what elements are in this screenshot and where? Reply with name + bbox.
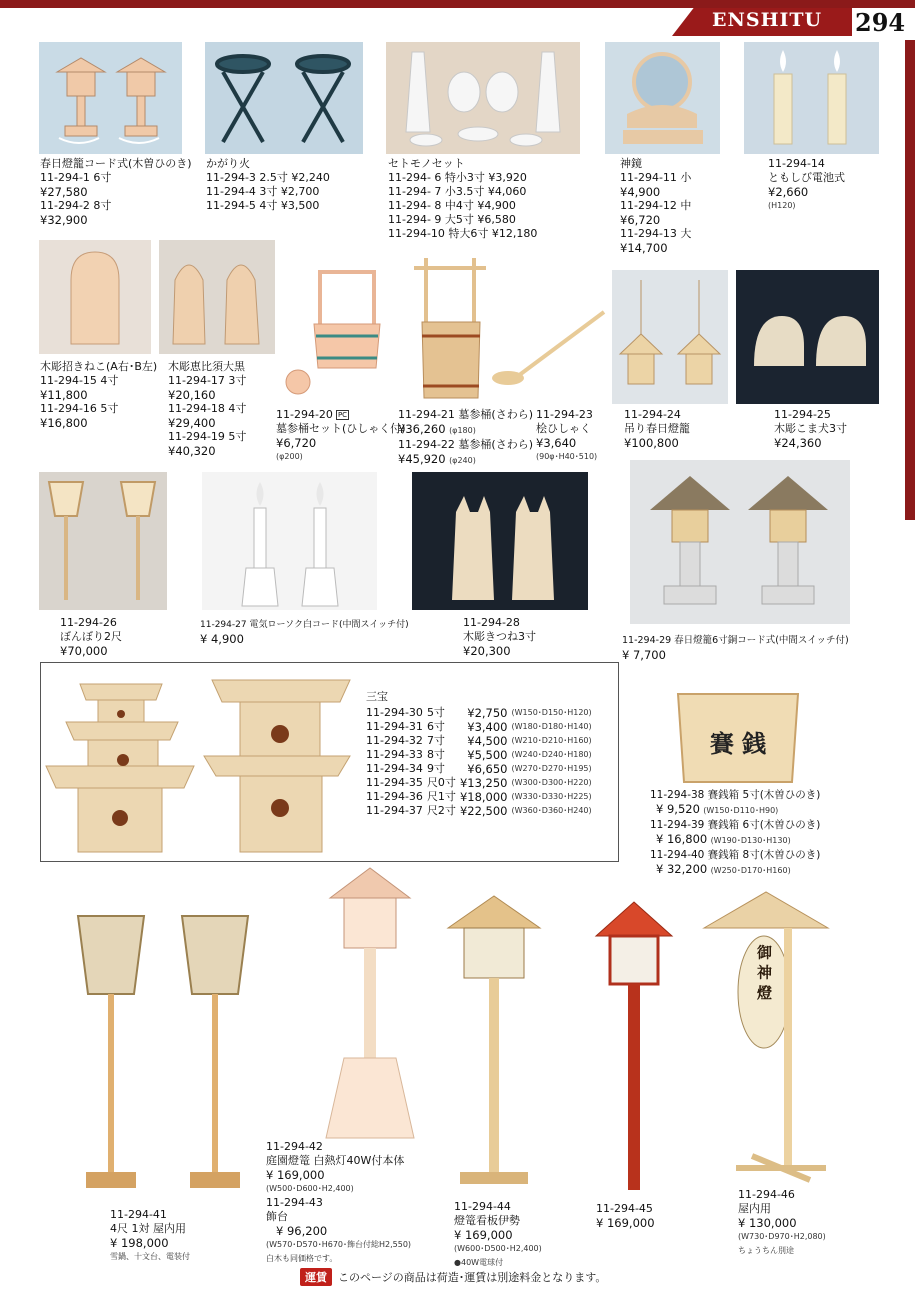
photo-kitsune xyxy=(412,472,588,610)
photo-tsuri-kasuga xyxy=(612,270,728,404)
photo-teien-toro xyxy=(322,862,418,1144)
photo-kasuga-dou xyxy=(630,460,850,624)
photo-bosanoke-sawara xyxy=(408,252,606,404)
photo-saisenbako xyxy=(676,686,800,786)
text-komainu: 11-294-25 木彫こま犬3寸 ¥24,360 xyxy=(774,408,847,450)
sanbo-code: 11-294-32 xyxy=(366,734,423,747)
sanbo-code: 11-294-36 xyxy=(366,790,423,803)
text-kasuga-dou: 11-294-29 春日燈籠6寸銅コード式(中間スイッチ付) ¥ 7,700 xyxy=(622,635,849,662)
text-bosanoke-set: 11-294-20 PC 墓参桶セット(ひしゃく付) ¥6,720 (φ200) xyxy=(276,408,406,461)
header-bar xyxy=(0,0,915,8)
sanbo-row xyxy=(366,706,596,720)
text-denki-rosoku: 11-294-27 電気ローソク白コード(中間スイッチ付) ¥ 4,900 xyxy=(200,620,409,646)
sanbo-code: 11-294-34 xyxy=(366,762,423,775)
sanbo-dim: (W210･D210･H160) xyxy=(511,736,592,745)
photo-setomono xyxy=(386,42,580,154)
text-toro-kanban: 11-294-44 燈篭看板伊勢 ¥ 169,000 (W600･D500･H2,400) ●40W電球付 xyxy=(454,1200,542,1267)
brand-title: ENSHITU xyxy=(712,9,823,31)
photo-kasuga-cord xyxy=(39,42,182,154)
photo-shinkyo xyxy=(605,42,720,154)
sanbo-size: 6寸 xyxy=(426,720,445,733)
sanbo-price: ¥22,500 xyxy=(459,804,508,818)
text-kitsune: 11-294-28 木彫きつね3寸 ¥20,300 xyxy=(463,616,536,658)
sanbo-row xyxy=(366,776,596,790)
sanbo-code: 11-294-37 xyxy=(366,804,423,817)
text-kasuga-cord: 春日燈籠コード式(木曽ひのき) 11-294-1 6寸 ¥27,580 11-294-2 8寸 ¥32,900 xyxy=(40,157,192,227)
sanbo-dim: (W360･D360･H240) xyxy=(511,806,592,815)
unchin-badge: 運賃 xyxy=(300,1268,332,1286)
text-red-toro: 11-294-45 ¥ 169,000 xyxy=(596,1202,655,1230)
text-bosanoke-sawara: 11-294-21 墓参桶(さわら) ¥36,260 (φ180) 11-294-22 墓参桶(さわら) ¥45,920 (φ240) xyxy=(398,408,534,466)
photo-kagaribi xyxy=(205,42,363,154)
footer-text: このページの商品は荷造･運賃は別途料金となります。 xyxy=(338,1271,607,1284)
sanbo-dim: (W330･D330･H225) xyxy=(511,792,592,801)
text-manekineko: 木彫招きねこ(A右･B左) 11-294-15 4寸 ¥11,800 11-294-16 5寸 ¥16,800 xyxy=(40,360,158,430)
text-bonbori: 11-294-26 ぼんぼり2尺 ¥70,000 xyxy=(60,616,122,658)
photo-bonbori xyxy=(39,472,167,610)
sanbo-price: ¥5,500 xyxy=(467,748,508,762)
sanbo-code: 11-294-30 xyxy=(366,706,423,719)
sanbo-price: ¥4,500 xyxy=(467,734,508,748)
side-strip xyxy=(905,40,915,520)
sanbo-code: 11-294-33 xyxy=(366,748,423,761)
sanbo-row xyxy=(366,790,596,804)
sanbo-dim: (W270･D270･H195) xyxy=(511,764,592,773)
sanbo-dim: (W180･D180･H140) xyxy=(511,722,592,731)
footer-note xyxy=(300,1268,606,1286)
text-tomoshibi: 11-294-14 ともしび電池式 ¥2,660 (H120) xyxy=(768,157,845,210)
sanbo-price: ¥2,750 xyxy=(467,706,508,720)
sanbo-size: 7寸 xyxy=(426,734,445,747)
sanbo-size: 8寸 xyxy=(426,748,445,761)
saisen-label: 賽 銭 xyxy=(709,729,767,758)
photo-red-toro xyxy=(594,894,674,1194)
photo-denki-rosoku xyxy=(202,472,377,610)
chochin-label: 御 神 燈 xyxy=(755,944,773,1000)
sanbo-size: 尺0寸 xyxy=(426,776,456,789)
text-okunai-4shaku: 11-294-41 4尺 1対 屋内用 ¥ 198,000 雪鍋、十文台、電装付 xyxy=(110,1208,190,1261)
text-tsuri-kasuga: 11-294-24 吊り春日燈籠 ¥100,800 xyxy=(624,408,690,450)
text-setomono: セトモノセット 11-294- 6 特小3寸 ¥3,920 11-294- 7 小3.5寸 ¥4,060 11-294- 8 中4寸 ¥4,900 11-294- 9 大5寸 ¥6,580 11-294-10 特大6寸 ¥12,180 xyxy=(388,157,538,240)
photo-chochin xyxy=(702,888,830,1184)
photo-okunai-4shaku xyxy=(70,906,258,1198)
photo-sanbo xyxy=(44,666,354,856)
text-chochin: 11-294-46 屋内用 ¥ 130,000 (W730･D970･H2,080) ちょうちん別途 xyxy=(738,1188,826,1255)
sanbo-price: ¥18,000 xyxy=(459,790,508,804)
text-teien-toro: 11-294-42 庭園燈篭 白熱灯40W付本体 ¥ 169,000 (W500･D600･H2,400) 11-294-43 飾台 ¥ 96,200 (W570･D570･H670･飾台付総H2,550) 白木も同価格です。 xyxy=(266,1140,412,1263)
sanbo-row xyxy=(366,804,596,818)
photo-ebisu xyxy=(159,240,275,354)
photo-komainu xyxy=(736,270,879,404)
sanbo-row xyxy=(366,734,596,748)
sanbo-title: 三宝 xyxy=(366,690,388,703)
sanbo-dim: (W240･D240･H180) xyxy=(511,750,592,759)
sanbo-size: 尺2寸 xyxy=(426,804,456,817)
photo-manekineko xyxy=(39,240,151,354)
sanbo-dim: (W150･D150･H120) xyxy=(511,708,592,717)
sanbo-size: 尺1寸 xyxy=(426,790,456,803)
photo-toro-kanban xyxy=(446,888,542,1192)
sanbo-row xyxy=(366,762,596,776)
text-hishaku: 11-294-23 桧ひしゃく ¥3,640 (90φ･H40･510) xyxy=(536,408,598,461)
photo-tomoshibi xyxy=(744,42,879,154)
sanbo-code: 11-294-35 xyxy=(366,776,423,789)
sanbo-size: 9寸 xyxy=(426,762,445,775)
sanbo-row xyxy=(366,720,596,734)
sanbo-dim: (W300･D300･H220) xyxy=(511,778,592,787)
page-number: 294 xyxy=(855,8,906,37)
text-kagaribi: かがり火 11-294-3 2.5寸 ¥2,240 11-294-4 3寸 ¥2,700 11-294-5 4寸 ¥3,500 xyxy=(206,157,330,212)
sanbo-size: 5寸 xyxy=(426,706,445,719)
text-ebisu: 木彫恵比須大黒 11-294-17 3寸 ¥20,160 11-294-18 4寸 ¥29,400 11-294-19 5寸 ¥40,320 xyxy=(168,360,247,458)
sanbo-row xyxy=(366,748,596,762)
photo-bosanoke-set xyxy=(284,264,382,404)
sanbo-table xyxy=(366,706,596,818)
sanbo-price: ¥13,250 xyxy=(459,776,508,790)
text-saisenbako: 11-294-38 賽銭箱 5寸(木曽ひのき) ¥ 9,520 (W150･D110･H90) 11-294-39 賽銭箱 6寸(木曽ひのき) ¥ 16,800 (W190･D130･H130) 11-294-40 賽銭箱 8寸(木曽ひのき) ¥ 32,200 (W250･D170･H160) xyxy=(650,789,821,876)
text-shinkyo: 神鏡 11-294-11 小 ¥4,900 11-294-12 中 ¥6,720 11-294-13 大 ¥14,700 xyxy=(620,157,692,255)
sanbo-price: ¥3,400 xyxy=(467,720,508,734)
sanbo-code: 11-294-31 xyxy=(366,720,423,733)
sanbo-price: ¥6,650 xyxy=(467,762,508,776)
